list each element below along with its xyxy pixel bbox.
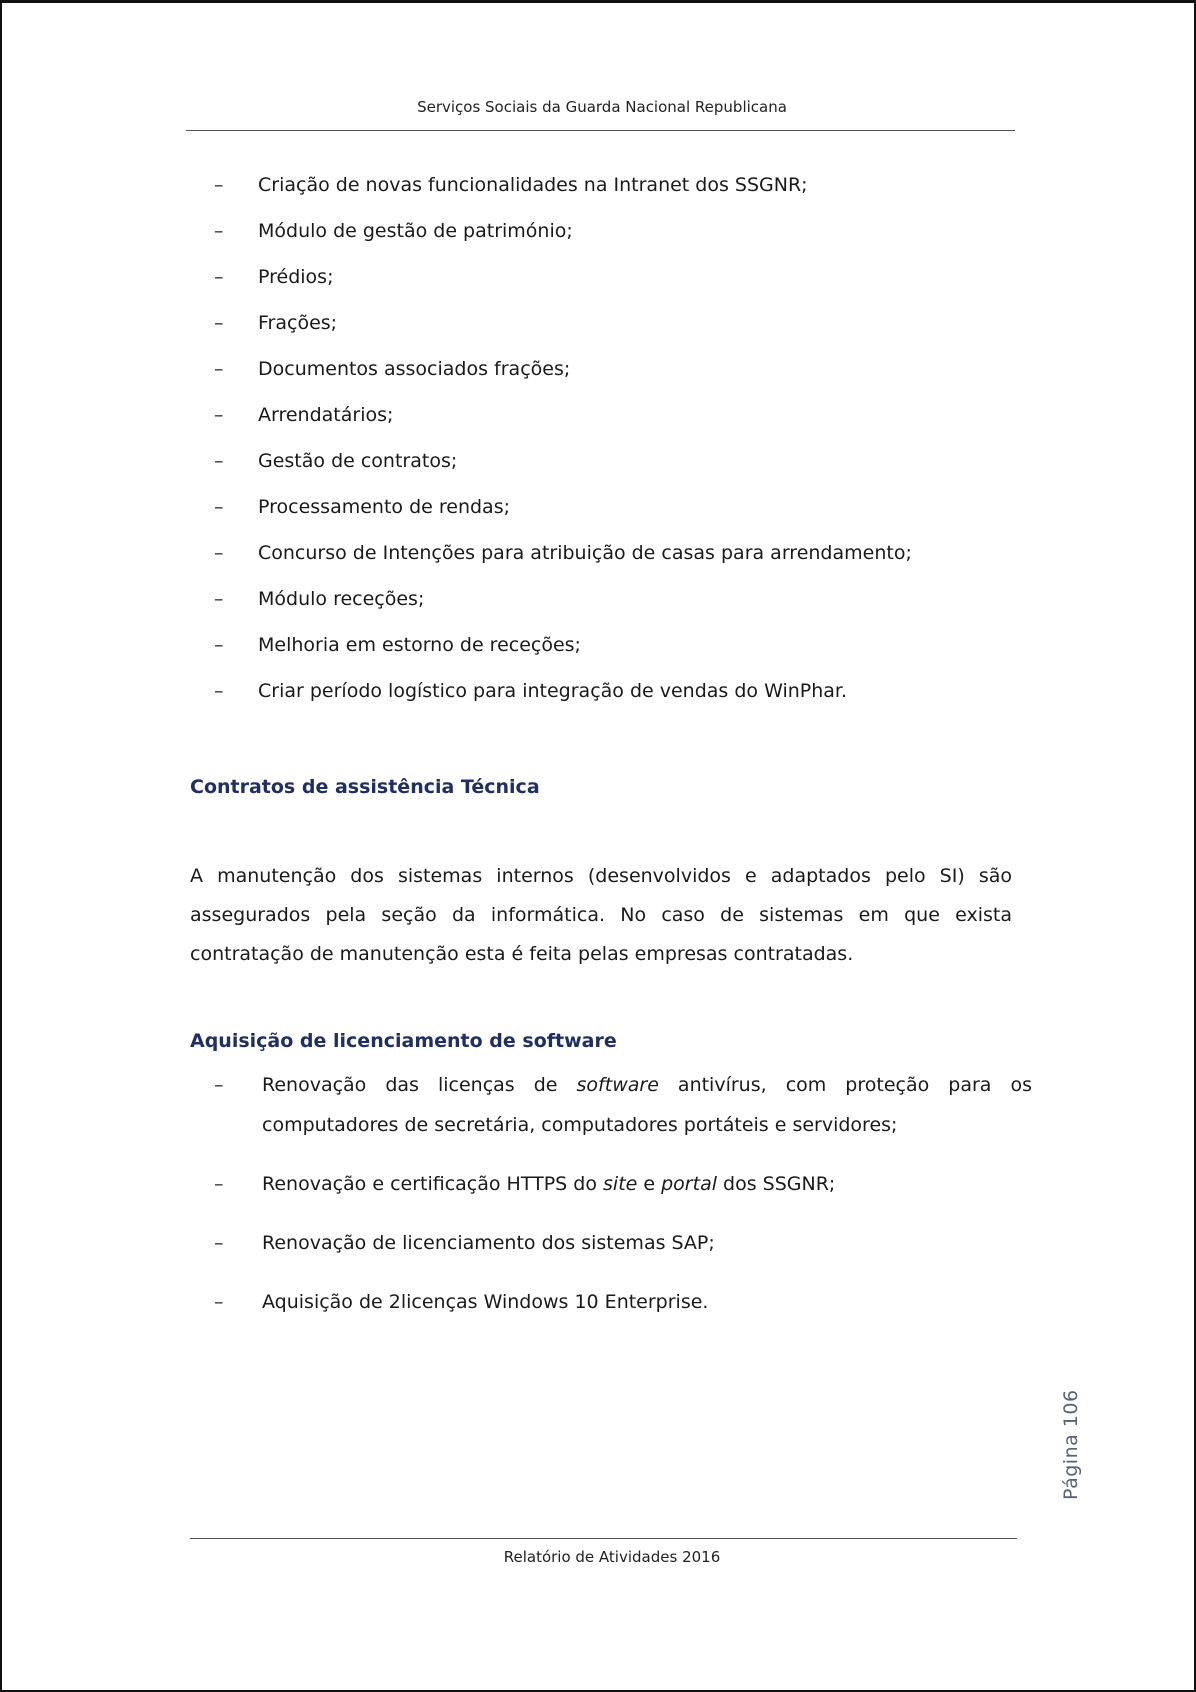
list-item: – Renovação e certificação HTTPS do site e portal dos SSGNR; (214, 1173, 836, 1195)
dash-bullet: – (214, 1291, 224, 1313)
page-number: Página 106 (1060, 1389, 1082, 1500)
dash-bullet: – (214, 358, 224, 380)
dash-bullet: – (214, 312, 224, 334)
list-item: – Concurso de Intenções para atribuição de casas para arrendamento; (214, 542, 912, 564)
software-list (214, 1065, 1032, 1341)
dash-bullet: – (214, 174, 224, 196)
assistencia-paragraph: A manutenção dos sistemas internos (desenvolvidos e adaptados pelo SI) são assegurados pela seção da informática. No caso de sistemas em que exista contratação de manutenção esta é feita pelas empresas contratadas. (190, 865, 1012, 965)
list-item: – Prédios; (214, 266, 334, 288)
dash-bullet: – (214, 220, 224, 242)
dash-bullet: – (214, 266, 224, 288)
list-item: – Melhoria em estorno de receções; (214, 634, 581, 656)
page-footer: Relatório de Atividades 2016 (503, 1548, 721, 1566)
dash-bullet: – (214, 450, 224, 472)
section-heading-assistencia: Contratos de assistência Técnica (190, 776, 540, 798)
dash-bullet: – (214, 588, 224, 610)
header-rule (186, 130, 1015, 131)
list-item: – Frações; (214, 312, 338, 334)
list-item: – Gestão de contratos; (214, 450, 458, 472)
list-item: – Módulo de gestão de património; (214, 220, 573, 242)
list-item: – Criar período logístico para integração de vendas do WinPhar. (214, 680, 848, 702)
dash-bullet: – (214, 680, 224, 702)
dash-bullet: – (214, 404, 224, 426)
dash-bullet: – (214, 496, 224, 518)
dash-bullet: – (214, 1173, 224, 1195)
list-item: – Módulo receções; (214, 588, 425, 610)
list-item: – Renovação de licenciamento dos sistemas SAP; (214, 1232, 715, 1254)
list-item: – Criação de novas funcionalidades na Intranet dos SSGNR; (214, 174, 808, 196)
list-item: – Arrendatários; (214, 404, 394, 426)
list-item: – Renovação das licenças de software antivírus, com proteção para os computadores de secretária, computadores portáteis e servidores; (214, 1074, 1032, 1136)
dash-bullet: – (214, 1232, 224, 1254)
dash-bullet: – (214, 1074, 224, 1096)
dash-bullet: – (214, 634, 224, 656)
list-item: – Documentos associados frações; (214, 358, 571, 380)
list-item: – Processamento de rendas; (214, 496, 510, 518)
page-header: Serviços Sociais da Guarda Nacional Republicana (417, 98, 787, 116)
dash-bullet: – (214, 542, 224, 564)
section-heading-software: Aquisição de licenciamento de software (190, 1030, 617, 1052)
footer-rule (190, 1538, 1017, 1539)
intranet-feature-list (214, 172, 912, 724)
list-item: – Aquisição de 2licenças Windows 10 Enterprise. (214, 1291, 709, 1313)
